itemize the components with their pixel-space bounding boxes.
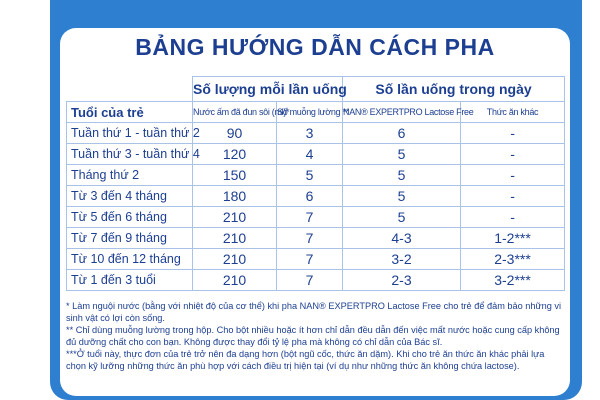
scoops-cell: 7 xyxy=(277,270,343,291)
other-food-cell: - xyxy=(461,123,565,144)
feeds-cell: 6 xyxy=(343,123,461,144)
table-row xyxy=(67,228,565,249)
other-food-cell: 1-2*** xyxy=(461,228,565,249)
table-row xyxy=(67,186,565,207)
age-cell: Tuần thứ 3 - tuần thứ 4 xyxy=(67,144,193,165)
scoops-cell: 5 xyxy=(277,165,343,186)
water-cell: 150 xyxy=(193,165,277,186)
age-cell: Tháng thứ 2 xyxy=(67,165,193,186)
scoops-cell: 7 xyxy=(277,207,343,228)
feeds-cell: 4-3 xyxy=(343,228,461,249)
scoops-cell: 7 xyxy=(277,249,343,270)
feeds-cell: 5 xyxy=(343,144,461,165)
feeds-column-header: NAN® EXPERTPRO Lactose Free xyxy=(343,102,461,123)
other-food-cell: - xyxy=(461,144,565,165)
feeds-cell: 5 xyxy=(343,207,461,228)
water-cell: 120 xyxy=(193,144,277,165)
other-food-cell: - xyxy=(461,165,565,186)
footnotes xyxy=(66,300,566,373)
age-cell: Từ 5 đến 6 tháng xyxy=(67,207,193,228)
water-column-header: Nước ấm đã đun sôi (ml)* xyxy=(193,102,277,123)
age-cell: Từ 10 đến 12 tháng xyxy=(67,249,193,270)
scoops-cell: 7 xyxy=(277,228,343,249)
group-header-per-feed: Số lượng mỗi lần uống xyxy=(193,77,343,102)
mixing-guide-table xyxy=(66,76,565,291)
group-header-row xyxy=(67,77,565,102)
sub-header-row xyxy=(67,102,565,123)
other-food-cell: 3-2*** xyxy=(461,270,565,291)
water-cell: 210 xyxy=(193,249,277,270)
scoops-cell: 6 xyxy=(277,186,343,207)
scoops-column-header: Số muỗng lường ** xyxy=(277,102,343,123)
other-food-cell: 2-3*** xyxy=(461,249,565,270)
age-cell: Từ 7 đến 9 tháng xyxy=(67,228,193,249)
scoops-cell: 4 xyxy=(277,144,343,165)
age-cell: Từ 1 đến 3 tuổi xyxy=(67,270,193,291)
age-cell: Từ 3 đến 4 tháng xyxy=(67,186,193,207)
feeds-cell: 5 xyxy=(343,165,461,186)
feeds-cell: 3-2 xyxy=(343,249,461,270)
group-header-per-day: Số lần uống trong ngày xyxy=(343,77,565,102)
table-row xyxy=(67,270,565,291)
other-food-cell: - xyxy=(461,186,565,207)
scoops-cell: 3 xyxy=(277,123,343,144)
table-row xyxy=(67,165,565,186)
footnote-2: ** Chỉ dùng muỗng lường trong hộp. Cho bột nhiều hoặc ít hơn chỉ dẫn đều dẫn đến việc mất nước hoặc cung cấp không đủ dưỡng chất cho con bạn. Không được thay đổi tỷ lệ pha mà không có chỉ dẫn của Bác sĩ. xyxy=(66,325,560,348)
other-food-column-header: Thức ăn khác xyxy=(461,102,565,123)
footnote-1: * Làm nguội nước (bằng với nhiệt độ của cơ thể) khi pha NAN® EXPERTPRO Lactose Free cho trẻ để đảm bảo những vi sinh vật có lợi còn sống. xyxy=(66,301,562,324)
guide-panel xyxy=(60,28,570,396)
age-cell: Tuần thứ 1 - tuần thứ 2 xyxy=(67,123,193,144)
footnote-3: ***Ở tuổi này, thực đơn của trẻ trở nên đa dạng hơn (bột ngũ cốc, thức ăn dặm). Khi cho trẻ ăn thức ăn khác phải lựa chọn kỹ lưỡng những thức ăn phù hợp với cách điều trị hiện tại (ví dụ như những thức ăn không chứa lactose). xyxy=(66,349,545,372)
page-title: BẢNG HƯỚNG DẪN CÁCH PHA xyxy=(135,34,495,60)
table-row xyxy=(67,123,565,144)
age-column-header: Tuổi của trẻ xyxy=(67,102,193,123)
water-cell: 210 xyxy=(193,207,277,228)
table-row xyxy=(67,249,565,270)
feeds-cell: 2-3 xyxy=(343,270,461,291)
other-food-cell: - xyxy=(461,207,565,228)
empty-corner-cell xyxy=(67,77,193,102)
water-cell: 90 xyxy=(193,123,277,144)
water-cell: 210 xyxy=(193,228,277,249)
feeds-cell: 5 xyxy=(343,186,461,207)
water-cell: 180 xyxy=(193,186,277,207)
table-row xyxy=(67,207,565,228)
water-cell: 210 xyxy=(193,270,277,291)
table-row xyxy=(67,144,565,165)
